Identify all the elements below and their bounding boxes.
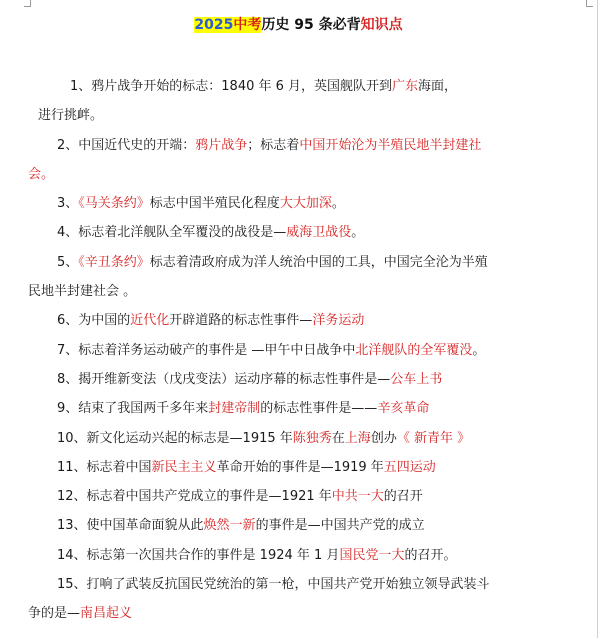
highlight-text: 公车上书	[390, 371, 443, 387]
item-text: 7、标志着洋务运动破产的事件是 —甲午中日战争中	[57, 342, 356, 358]
item-text: 6、为中国的	[57, 313, 131, 329]
list-item	[28, 541, 498, 570]
item-text: 13、使中国革命面貌从此	[57, 518, 204, 534]
list-item	[28, 336, 498, 365]
highlight-text: 威海卫战役	[286, 225, 352, 241]
item-text: 12、标志着中国共产党成立的事件是—1921 年	[57, 489, 332, 505]
list-item	[28, 218, 498, 247]
list-item	[28, 453, 498, 482]
list-item	[28, 248, 498, 307]
item-text: 15、打响了武装反抗国民党统治的第一枪，中国共产党开始独立领导武装斗争的是—	[28, 577, 490, 622]
item-text: 1、鸦片战争开始的标志：1840 年 6 月，英国舰队开到	[70, 79, 393, 94]
list-item	[28, 131, 498, 190]
highlight-text: 南昌起义	[80, 606, 133, 622]
title-exam: 中考	[233, 17, 262, 33]
highlight-text: 广东	[392, 79, 419, 94]
highlight-text: 上海	[344, 430, 371, 446]
item-text: 的召开	[383, 489, 423, 505]
list-item	[28, 424, 498, 453]
item-text: 8、揭开维新变法（戊戌变法）运动序幕的标志性事件是—	[57, 371, 391, 387]
highlight-text: 新民主主义	[151, 459, 217, 475]
item-text: 。	[331, 196, 345, 212]
item-text: 标志着清政府成为洋人统治中国的工具，中国完全沦为半殖民地半封建社会 。	[28, 254, 488, 300]
title-year: 2025	[194, 17, 234, 33]
list-item	[28, 570, 498, 629]
item-text: 。	[351, 225, 365, 241]
list-item	[28, 365, 498, 394]
item-text: 海面，	[418, 79, 458, 94]
page-corner-mark	[586, 0, 593, 7]
item-text: 的事件是—中国共产党的成立	[255, 518, 425, 534]
highlight-text: 鸦片战争	[195, 137, 248, 153]
item-text: 9、结束了我国两千多年来	[57, 401, 209, 417]
highlight-text: 《马关条约》	[78, 196, 150, 212]
item-text: 11、标志着中国	[57, 459, 152, 475]
list-item	[28, 189, 498, 218]
item-text: 4、标志着北洋舰队全军覆没的战役是—	[57, 225, 287, 241]
item-text: 14、标志第一次国共合作的事件是 1924 年 1 月	[57, 547, 340, 563]
highlight-text: 陈独秀	[292, 430, 332, 446]
item-text: 进行挑衅。	[38, 108, 104, 124]
item-text: ；标志着	[247, 137, 300, 153]
item-continuation	[28, 108, 103, 123]
item-text: 的标志性事件是——	[260, 401, 378, 417]
item-text: 标志中国半殖民化程度	[149, 196, 280, 212]
item-text: 2、中国近代史的开端：	[57, 137, 196, 153]
highlight-text: 辛亥革命	[377, 401, 430, 417]
list-item	[28, 72, 498, 131]
item-text: 在	[331, 430, 345, 446]
highlight-text: 封建帝制	[208, 401, 261, 417]
list-item	[28, 394, 498, 423]
highlight-text: 中共一大	[331, 489, 384, 505]
highlight-text: 洋务运动	[312, 313, 365, 329]
list-item	[28, 306, 498, 335]
item-text: 的召开。	[404, 547, 457, 563]
document-body	[28, 72, 498, 629]
item-text: 创办	[370, 430, 397, 446]
highlight-text: 中国开始沦为半殖民地半封建社会。	[28, 137, 482, 182]
title-knowledge: 知识点	[360, 17, 403, 33]
highlight-text: 大大加深	[279, 196, 332, 212]
item-text: 开辟道路的标志性事件—	[169, 313, 313, 329]
highlight-text: 《 新青年 》	[396, 430, 471, 446]
list-item	[28, 482, 498, 511]
item-text: 。	[472, 342, 486, 358]
highlight-text: 五四运动	[383, 459, 436, 475]
item-text: 3、	[57, 196, 79, 212]
list-item	[28, 511, 498, 540]
highlight-text: 北洋舰队的全军覆没	[355, 342, 473, 358]
page-corner-mark	[24, 0, 31, 7]
item-text: 革命开始的事件是—1919 年	[216, 459, 384, 475]
highlight-text: 近代化	[130, 313, 170, 329]
highlight-text: 国民党一大	[339, 547, 405, 563]
highlight-text: 焕然一新	[203, 518, 256, 534]
item-text: 5、	[57, 254, 79, 270]
document-title	[0, 15, 597, 35]
item-text: 10、新文化运动兴起的标志是—1915 年	[57, 430, 293, 446]
highlight-text: 《辛丑条约》	[78, 254, 150, 270]
title-subject: 历史 95 条必背	[261, 17, 361, 33]
